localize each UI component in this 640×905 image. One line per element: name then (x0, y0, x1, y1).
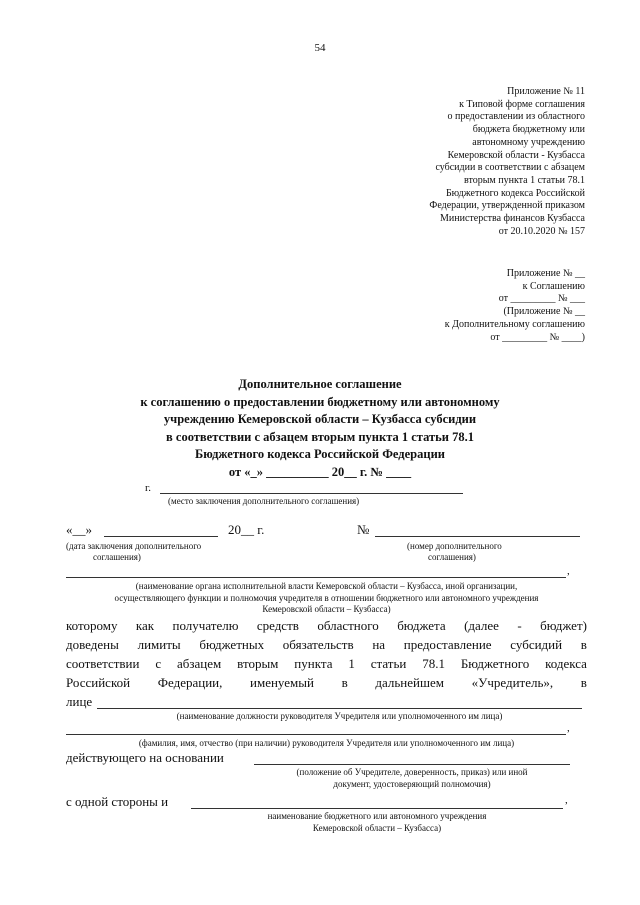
number-caption: (номер дополнительного (407, 541, 502, 551)
word: средств (256, 618, 299, 633)
date-month-line[interactable] (104, 536, 218, 537)
word: с (155, 656, 162, 671)
side-caption (191, 811, 563, 834)
word: кодекса (545, 656, 587, 671)
word: 78.1 (422, 656, 445, 671)
annex2-line: Приложение № __ (506, 268, 585, 279)
annex-line: субсидии в соответствии с абзацем (435, 162, 585, 174)
annex-line: о предоставлении из областного (447, 111, 585, 123)
word: областного (317, 618, 379, 633)
basis-caption-line: документ, удостоверяющий полномочия) (333, 778, 491, 789)
word: - (517, 618, 522, 633)
annex2-line: к Соглашению (522, 280, 585, 292)
word: на (372, 637, 386, 652)
word: предоставление (403, 637, 492, 652)
word: бюджет) (540, 618, 587, 633)
number-prefix: № (357, 522, 370, 537)
word: вторым (237, 656, 279, 671)
annex-line: Приложение № 11 (507, 86, 585, 97)
document-title (0, 376, 640, 482)
basis-field-line[interactable] (254, 764, 570, 765)
title-line: к соглашению о предоставлении бюджетному или автономному (140, 394, 500, 409)
word: соответствии (66, 656, 140, 671)
word: именуемый (250, 675, 314, 690)
word: доведены (66, 637, 119, 652)
fio-comma: , (567, 722, 570, 734)
annex-line: бюджета бюджетному или (472, 124, 585, 136)
annex-line: Федерации, утвержденной приказом (429, 200, 585, 212)
word: абзацем (177, 656, 222, 671)
organ-caption-line: Кемеровской области – Кузбасса) (262, 604, 391, 614)
title-line: Дополнительное соглашение (238, 377, 402, 391)
title-line: в соответствии с абзацем вторым пункта 1 статьи 78.1 (166, 429, 474, 444)
word: в (341, 675, 348, 690)
word: как (135, 618, 155, 633)
annex-header (429, 86, 585, 238)
word: субсидий (510, 637, 563, 652)
basis-text: действующего на основании (66, 750, 224, 765)
face-field-line[interactable] (97, 708, 582, 709)
organ-caption-line: осуществляющего функции и полномочия учредителя в отношении бюджетного или автономного учреждения (114, 592, 539, 603)
word: получателю (172, 618, 239, 633)
word: Российской (66, 675, 131, 690)
body-line-4 (66, 675, 587, 691)
word: обязательств (282, 637, 354, 652)
annex2-line: от _________ № ____) (490, 331, 585, 343)
side-field-line[interactable] (191, 808, 563, 809)
annex-line: Бюджетного кодекса Российской (445, 187, 585, 199)
face-caption: (наименование должности руководителя Учредителя или уполномоченного им лица) (176, 711, 503, 721)
annex-line: автономному учреждению (472, 136, 585, 148)
agreement-annex-header (445, 268, 585, 344)
number-field-line[interactable] (375, 536, 580, 537)
word: Бюджетного (460, 656, 530, 671)
side-caption-line: Кемеровской области – Кузбасса) (312, 822, 442, 833)
title-line: Бюджетного кодекса Российской Федерации (194, 447, 445, 462)
place-prefix: г. (145, 482, 152, 494)
word: в (580, 637, 587, 652)
organ-caption-line: (наименование органа исполнительной власти Кемеровской области – Кузбасса, иной организации, (135, 581, 518, 591)
date-day: «__» (66, 522, 92, 537)
annex-line: вторым пункта 1 статьи 78.1 (463, 174, 585, 186)
body-line-1 (66, 618, 587, 634)
word: бюджетных (199, 637, 265, 652)
date-year: 20__ г. (228, 522, 265, 537)
side-text: с одной стороны и (66, 794, 169, 809)
basis-caption (254, 767, 570, 790)
body-line-3 (66, 656, 587, 672)
word: (далее (464, 618, 499, 633)
annex2-line: к Дополнительному соглашению (444, 318, 585, 330)
organ-field-line[interactable] (66, 577, 566, 578)
place-caption: (место заключения дополнительного соглашения) (168, 496, 360, 506)
body-line-2 (66, 637, 587, 653)
word: дальнейшем (375, 675, 444, 690)
side-comma: , (565, 794, 568, 806)
organ-comma: , (567, 565, 570, 577)
fio-caption: (фамилия, имя, отчество (при наличии) руководителя Учредителя или уполномоченного им лица) (138, 738, 515, 748)
annex2-line: (Приложение № __ (503, 306, 585, 318)
annex-line: Кемеровской области - Кузбасса (447, 149, 585, 161)
annex-line: Министерства финансов Кузбасса (440, 213, 585, 225)
place-field-line[interactable] (160, 493, 463, 494)
side-caption-line: наименование бюджетного или автономного учреждения (267, 811, 487, 821)
basis-caption-line: (положение об Учредителе, доверенность, приказ) или иной (296, 767, 528, 777)
face-word: лице (66, 694, 93, 709)
word: бюджета (397, 618, 446, 633)
word: лимиты (137, 637, 181, 652)
title-line: учреждению Кемеровской области – Кузбасса субсидии (163, 412, 477, 427)
word: статьи (370, 656, 407, 671)
annex-line: к Типовой форме соглашения (459, 98, 585, 110)
date-caption: (дата заключения дополнительного (66, 541, 202, 551)
word: «Учредитель», (471, 675, 554, 690)
word: пункта (294, 656, 333, 671)
word: 1 (348, 656, 355, 671)
word: в (580, 675, 587, 690)
word: Федерации, (157, 675, 223, 690)
annex2-line: от _________ № ___ (498, 293, 585, 305)
date-caption: соглашения) (93, 552, 141, 562)
fio-field-line[interactable] (66, 734, 566, 735)
organ-caption (66, 581, 587, 616)
annex-line: от 20.10.2020 № 157 (498, 225, 585, 237)
word: которому (66, 618, 118, 633)
title-line: от «_» __________ 20__ г. № ____ (228, 464, 412, 479)
number-caption: соглашения) (428, 552, 476, 562)
page-number: 54 (314, 42, 326, 54)
